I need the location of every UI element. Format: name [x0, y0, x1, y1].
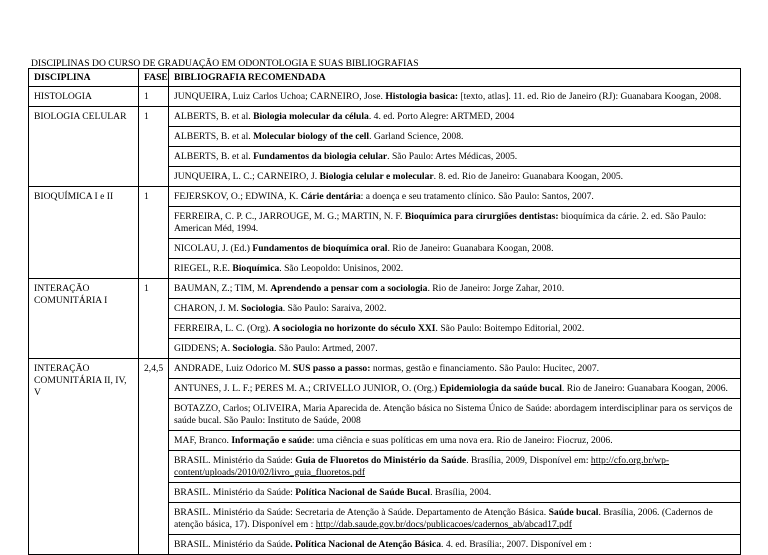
bibliography-entry: FEJERSKOV, O.; EDWINA, K. Cárie dentária: a doença e seu tratamento clínico. São Paulo: Santos, 2007.	[174, 190, 594, 202]
bibliography-title: Epidemiologia da saúde bucal	[439, 382, 562, 394]
bibliography-entry: FERREIRA, C. P. C., JARROUGE, M. G.; MARTIN, N. F. Bioquímica para cirurgiões dentistas: bioquímica da cárie. 2. ed. São Paulo: American Méd, 1994.	[169, 206, 740, 238]
bibliography-entry: FERREIRA, L. C. (Org). A sociologia no horizonte do século XXI. São Paulo: Boitempo Editorial, 2002.	[169, 318, 740, 338]
bibliography-entry: CHARON, J. M. Sociologia. São Paulo: Saraiva, 2002.	[169, 298, 740, 318]
bibliography-entry: ALBERTS, B. et al. Biologia molecular da célula. 4. ed. Porto Alegre: ARTMED, 2004	[174, 110, 515, 122]
bibliography-entry: JUNQUEIRA, Luiz Carlos Uchoa; CARNEIRO, Jose. Histologia basica: [texto, atlas]. 11. ed. Rio de Janeiro (RJ): Guanabara Koogan, 2008.	[174, 90, 722, 102]
bibliography-title: Informação e saúde	[231, 434, 312, 446]
bibliography-link[interactable]: http://cfo.org.br/wp-content/uploads/2010/02/livro_guia_fluoretos.pdf	[174, 454, 670, 478]
bibliography-entry: ANTUNES, J. L. F.; PERES M. A.; CRIVELLO JUNIOR, O. (Org.) Epidemiologia da saúde bucal. Rio de Janeiro: Guanabara Koogan, 2006.	[169, 378, 740, 398]
discipline-phase: 1	[139, 106, 169, 186]
header-fase: FASE	[139, 69, 169, 87]
bibliography-entry: ALBERTS, B. et al. Molecular biology of the cell. Garland Science, 2008.	[169, 126, 740, 146]
table-row	[29, 278, 741, 358]
bibliography-title: Aprendendo a pensar com a sociologia	[270, 282, 428, 294]
bibliography-title: Sociologia	[241, 302, 283, 314]
bibliography-entry: BRASIL. Ministério da Saúde. Política Nacional de Atenção Básica. 4. ed. Brasília:, 2007. Disponível em :	[169, 534, 740, 554]
table-header-row	[29, 69, 741, 87]
bibliography-title: Bioquímica	[232, 262, 280, 274]
bibliography-entry: JUNQUEIRA, L. C.; CARNEIRO, J. Biologia celular e molecular. 8. ed. Rio de Janeiro: Guanabara Koogan, 2005.	[169, 166, 740, 186]
bibliography-cell	[169, 278, 741, 358]
bibliography-title: A sociologia no horizonte do século XXI	[272, 322, 436, 334]
discipline-name: BIOLOGIA CELULAR	[29, 106, 139, 186]
discipline-name: HISTOLOGIA	[29, 86, 139, 106]
bibliography-entry: NICOLAU, J. (Ed.) Fundamentos de bioquímica oral. Rio de Janeiro: Guanabara Koogan, 2008.	[169, 238, 740, 258]
bibliography-entry: BOTAZZO, Carlos; OLIVEIRA, Maria Aparecida de. Atenção básica no Sistema Único de Saúde: abordagem interdisciplinar para os serviços de saúde bucal. São Paulo: Instituto de Saúde, 2008	[169, 398, 740, 430]
discipline-phase: 2,4,5	[139, 358, 169, 554]
bibliography-entry: ANDRADE, Luiz Odorico M. SUS passo a passo: normas, gestão e financiamento. São Paulo: Hucitec, 2007.	[174, 362, 600, 374]
bibliography-entry: BAUMAN, Z.; TIM, M. Aprendendo a pensar com a sociologia. Rio de Janeiro: Jorge Zahar, 2010.	[174, 282, 565, 294]
bibliography-title: Fundamentos de bioquímica oral	[252, 242, 388, 254]
bibliography-title: Molecular biology of the cell	[253, 130, 370, 142]
discipline-name: INTERAÇÃO COMUNITÁRIA II, IV, V	[29, 358, 139, 554]
header-disciplina: DISCIPLINA	[29, 69, 139, 87]
discipline-name: INTERAÇÃO COMUNITÁRIA I	[29, 278, 139, 358]
bibliography-cell	[169, 106, 741, 186]
header-bibliografia: BIBLIOGRAFIA RECOMENDADA	[169, 69, 741, 87]
bibliography-title: Fundamentos da biologia celular	[253, 150, 388, 162]
discipline-phase: 1	[139, 186, 169, 278]
bibliography-entry: RIEGEL, R.E. Bioquímica. São Leopoldo: Unisinos, 2002.	[169, 258, 740, 278]
discipline-phase: 1	[139, 86, 169, 106]
table-row	[29, 106, 741, 186]
document-title: DISCIPLINAS DO CURSO DE GRADUAÇÃO EM ODONTOLOGIA E SUAS BIBLIOGRAFIAS	[31, 58, 419, 69]
bibliography-title: SUS passo a passo:	[292, 362, 371, 374]
bibliography-link[interactable]: http://dab.saude.gov.br/docs/publicacoes/cadernos_ab/abcad17.pdf	[315, 518, 572, 530]
bibliography-title: Sociologia	[232, 342, 274, 354]
bibliography-title: Biologia molecular da célula	[253, 110, 369, 122]
bibliography-cell	[169, 186, 741, 278]
table-row	[29, 186, 741, 278]
bibliography-cell	[169, 358, 741, 554]
bibliography-title: Bioquímica para cirurgiões dentistas:	[404, 210, 559, 222]
bibliography-entry: MAF, Branco. Informação e saúde: uma ciência e suas políticas em uma nova era. Rio de Janeiro: Fiocruz, 2006.	[169, 430, 740, 450]
bibliography-entry: BRASIL. Ministério da Saúde: Guia de Fluoretos do Ministério da Saúde. Brasília, 2009, Disponível em: http://cfo.org.br/wp-content/uploads/2010/02/livro_guia_fluoretos.pdf	[169, 450, 740, 482]
bibliography-title: . Política Nacional de Atenção Básica	[290, 538, 442, 550]
table-row	[29, 358, 741, 554]
bibliography-entry: ALBERTS, B. et al. Fundamentos da biologia celular. São Paulo: Artes Médicas, 2005.	[169, 146, 740, 166]
bibliography-title: Biologia celular e molecular	[319, 170, 434, 182]
bibliography-title: Cárie dentária	[300, 190, 361, 202]
bibliography-entry: GIDDENS; A. Sociologia. São Paulo: Artmed, 2007.	[169, 338, 740, 358]
bibliography-entry: BRASIL. Ministério da Saúde: Secretaria de Atenção à Saúde. Departamento de Atenção Básica. Saúde bucal. Brasília, 2006. (Cadernos de atenção básica, 17). Disponível em : http://dab.saude.gov.br/docs/publicacoes/cadernos_ab/abcad17.pdf	[169, 502, 740, 534]
bibliography-title: Política Nacional de Saúde Bucal	[295, 486, 431, 498]
bibliography-cell	[169, 86, 741, 106]
discipline-phase: 1	[139, 278, 169, 358]
table-row	[29, 86, 741, 106]
bibliography-entry: BRASIL. Ministério da Saúde: Política Nacional de Saúde Bucal. Brasília, 2004.	[169, 482, 740, 502]
bibliography-title: Saúde bucal	[548, 506, 599, 518]
disciplines-table	[28, 68, 741, 555]
discipline-name: BIOQUÍMICA I e II	[29, 186, 139, 278]
bibliography-title: Guia de Fluoretos do Ministério da Saúde	[295, 454, 467, 466]
bibliography-title: Histologia basica:	[385, 90, 459, 102]
